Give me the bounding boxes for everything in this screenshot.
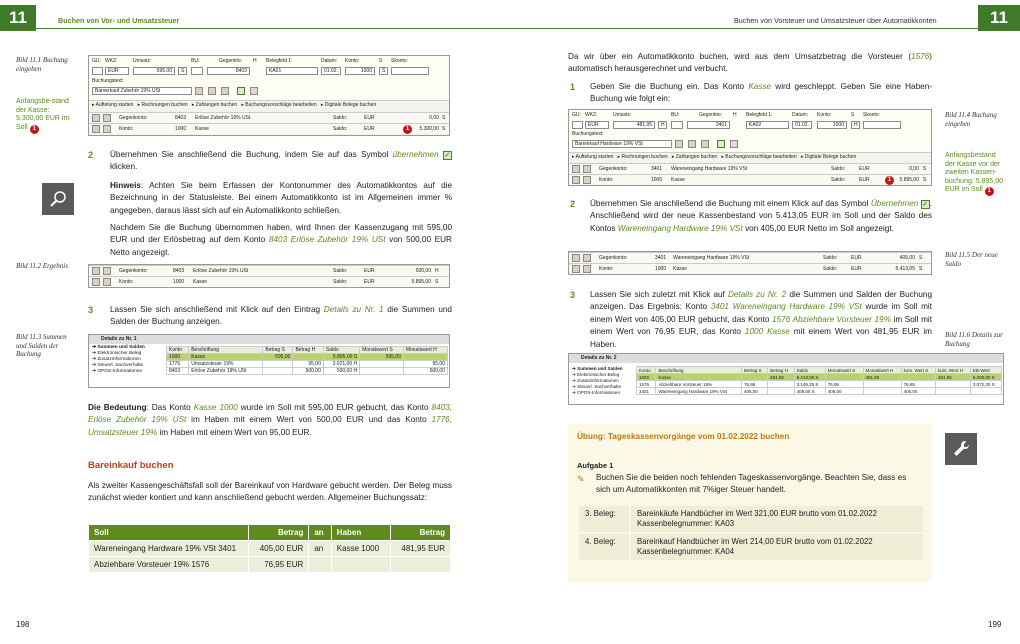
table-row[interactable]: 1000 Kasse 481,95 5.413,05 S 481,95 481,95 5.300,00 S bbox=[637, 374, 1002, 381]
section-heading: Bareinkauf buchen bbox=[88, 460, 174, 471]
buchungstext-field[interactable]: Bareinkauf Hardware 19% VSt bbox=[572, 140, 672, 148]
belegfeld-field[interactable]: KA01 bbox=[266, 67, 318, 75]
figure-caption: Bild 11.3 Summen und Salden der Buchung bbox=[16, 333, 67, 358]
page-number: 199 bbox=[988, 620, 1002, 629]
attach-icon[interactable] bbox=[688, 140, 696, 148]
details-table bbox=[636, 366, 1002, 395]
edit-icon[interactable] bbox=[572, 165, 580, 173]
running-header: Buchen von Vor- und Umsatzsteuer bbox=[58, 16, 180, 25]
label-buchungstext: Buchungstext: bbox=[92, 78, 124, 84]
account-row: Konto: 1000 Kasse Saldo: EUR 5.895,00 S bbox=[89, 276, 449, 287]
note-icon[interactable] bbox=[675, 140, 683, 148]
step-number: 2 bbox=[88, 150, 94, 160]
gu-field[interactable] bbox=[572, 121, 583, 129]
konto-field[interactable]: 1000 bbox=[817, 121, 847, 129]
gegenkonto-field[interactable]: 8403 bbox=[207, 67, 250, 75]
edit-icon[interactable] bbox=[92, 125, 100, 133]
label-konto: Konto: bbox=[345, 58, 360, 64]
edit-icon[interactable] bbox=[572, 254, 580, 262]
pencil-icon: ✎ bbox=[577, 474, 585, 484]
edit-icon[interactable] bbox=[92, 114, 100, 122]
task-label: Aufgabe 1 bbox=[577, 461, 614, 470]
belegfeld-field[interactable]: KA02 bbox=[746, 121, 789, 129]
body-paragraph: Als zweiter Kassengeschäftsfall soll der Bareinkauf von Hardware gebucht werden. Der Beleg muss zunächst wieder kontiert und kann anschließend gebucht werden. Allgemeiner Buchungssatz: bbox=[88, 481, 452, 503]
toolbar-suggestions[interactable]: ▸ Buchungsvorschläge bearbeiten bbox=[721, 154, 797, 160]
account-row: Gegenkonto: 3401 Wareneingang Hardware 19% VSt Saldo: EUR 405,00 S bbox=[569, 252, 931, 263]
step-text: Übernehmen Sie anschließend die Buchung mit einem Klick auf das Symbol Übernehmen ✓ . Anschließend wird der neue Kassenbestand von 5.413,05 EUR im Soll und der Saldo des Kontos Wareneingang Hardware 19% VSt von 405,00 EUR Netto im Soll angezeigt. bbox=[590, 199, 933, 233]
konto-sh-field[interactable]: H bbox=[851, 121, 860, 129]
page-number: 198 bbox=[16, 620, 30, 629]
exercise-title: Übung: Tageskassenvorgänge vom 01.02.2022 buchen bbox=[577, 432, 790, 441]
result-screenshot bbox=[88, 264, 450, 288]
toolbar-payments[interactable]: ▸ Zahlungen buchen bbox=[671, 154, 718, 160]
marker-badge: 1 bbox=[985, 187, 994, 196]
running-header: Buchen von Vorsteuer und Umsatzsteuer über Automatikkonten bbox=[734, 16, 937, 25]
table-header: Konto Beschriftung Betrag S Betrag H Saldo Monatswert S Monatswert H kum. Wert S kum. Wert H EB-Wert bbox=[637, 367, 1002, 374]
sheet-icon[interactable] bbox=[583, 176, 591, 184]
account-row: Konto: 1000 Kasse Saldo: EUR 5.413,05 S bbox=[569, 263, 931, 274]
details-nav bbox=[569, 366, 635, 396]
figure-caption: Bild 11.4 Buchung eingeben bbox=[945, 111, 997, 128]
chapter-number: 11 bbox=[978, 5, 1020, 31]
konto-sh-field[interactable]: S bbox=[379, 67, 388, 75]
soll-haben-field[interactable]: H bbox=[658, 121, 667, 129]
nav-item[interactable]: ➔ Summen und Salden bbox=[92, 345, 145, 350]
marker-badge: 1 bbox=[885, 176, 894, 185]
figure-caption: Bild 11.2 Ergebnis bbox=[16, 262, 68, 270]
nav-item[interactable]: ➔ Steuerl. Sachverhalte bbox=[92, 363, 144, 368]
toolbar-invoices[interactable]: ▸ Rechnungen buchen bbox=[617, 154, 668, 160]
toolbar-invoices[interactable]: ▸ Rechnungen buchen bbox=[137, 102, 188, 108]
table-row[interactable]: 1776 Umsatzsteuer 19% 95,00 3.021,00 H 95,00 bbox=[167, 361, 448, 368]
step-text: Lassen Sie sich anschließend mit Klick auf den Eintrag Details zu Nr. 1 die Summen und Salden der Buchung anzeigen. bbox=[110, 305, 452, 327]
table-row[interactable]: 8403 Erlöse Zubehör 19% USt 500,00 500,00 H 500,00 bbox=[167, 368, 448, 375]
wkz-field[interactable]: EUR bbox=[585, 121, 609, 129]
nav-item[interactable]: ➔ Elektronischer Beleg bbox=[92, 351, 142, 356]
header-rule bbox=[0, 28, 510, 29]
step-text: Geben Sie die Buchung ein. Das Konto Kasse wird geschleppt. Geben Sie eine Haben-Buchung wie folgt ein: bbox=[590, 82, 932, 104]
sheet-icon[interactable] bbox=[103, 278, 111, 286]
step-text: Lassen Sie sich zuletzt mit Klick auf Details zu Nr. 2 die Summen und Salden der Buchung anzeigen. Das Ergebnis: Konto 3401 Wareneingang Hardware 19% VSt wurde im Soll mit einem Wert von 405,00 EUR gebucht, das Konto 1576 Abziehbare Vorsteuer 19% im Soll mit einem Wert von 76,95 EUR, das Konto 1000 Kasse mit einem Wert von 481,95 EUR im Haben. bbox=[590, 290, 932, 349]
figure-caption: Bild 11.5 Der neue Saldo bbox=[945, 251, 998, 268]
label-s: S bbox=[851, 112, 855, 118]
label-umsatz: Umsatz: bbox=[613, 112, 632, 118]
marker-badge: 1 bbox=[30, 125, 39, 134]
hint-text: Hinweis: Achten Sie beim Erfassen der Kontonummer des Automatikkontos auf die Bezeichnung in der Statusleiste. Bei einem Automatikkonto ist im Allgemeinen immer % angegeben, daraus lässt sich auf ein Automatikkonto schließen. bbox=[110, 181, 452, 215]
booking-table bbox=[88, 524, 451, 573]
skonto-field[interactable] bbox=[863, 121, 901, 129]
skonto-field[interactable] bbox=[391, 67, 429, 75]
label-gu: GU: bbox=[92, 58, 101, 64]
details-nav bbox=[89, 345, 165, 375]
table-header: Konto Beschriftung Betrag S Betrag H Saldo Monatswert S Monatswert H bbox=[167, 347, 448, 354]
nav-item[interactable]: ➔ OPOS-Informationen bbox=[572, 390, 621, 395]
folder-icon[interactable] bbox=[701, 140, 709, 148]
folder-icon[interactable] bbox=[221, 87, 229, 95]
accept-check-icon[interactable] bbox=[717, 140, 725, 148]
accept-check-icon[interactable] bbox=[237, 87, 245, 95]
sheet-icon[interactable] bbox=[583, 265, 591, 273]
label-bu: BU: bbox=[671, 112, 680, 118]
label-skonto: Skonto: bbox=[863, 112, 880, 118]
details-title: Details zu Nr. 1 bbox=[89, 335, 449, 344]
label-belegfeld: Belegfeld 1: bbox=[746, 112, 773, 118]
accept-check-icon: ✓ bbox=[444, 152, 451, 159]
step-number: 3 bbox=[570, 290, 576, 300]
details-screenshot bbox=[568, 353, 1004, 405]
note-icon[interactable] bbox=[195, 87, 203, 95]
toolbar-digital[interactable]: ▸ Digitale Belege buchen bbox=[800, 154, 857, 160]
soll-haben-field[interactable]: S bbox=[178, 67, 187, 75]
entry-fields bbox=[89, 56, 449, 100]
table-row[interactable]: 3401 Wareneingang Hardware 19% VSt 405,00 405,00 S 405,00 405,00 bbox=[637, 388, 1002, 395]
details-screenshot bbox=[88, 334, 450, 388]
sheet-icon[interactable] bbox=[583, 254, 591, 262]
nav-item[interactable]: ➔ Steuerl. Sachverhalte bbox=[572, 384, 622, 389]
edit-icon[interactable] bbox=[92, 267, 100, 275]
label-gu: GU: bbox=[572, 112, 581, 118]
meaning-paragraph: Die Bedeutung: Das Konto Kasse 1000 wurde im Soll mit 595,00 EUR gebucht, das Konto 8403, Erlöse Zubehör 19% USt im Haben mit einem Wert von 500,00 EUR und das Konto 1776, Umsatzsteuer 19% im Haben mit einem Wert von 95,00 EUR. bbox=[88, 403, 453, 437]
datum-field[interactable]: 01.02. bbox=[792, 121, 812, 129]
margin-note: Anfangsbe-stand der Kasse: 5.300,00 EUR im Soll 1 bbox=[16, 98, 70, 132]
gu-field[interactable] bbox=[92, 67, 103, 75]
label-h: H bbox=[253, 58, 257, 64]
booking-entry-screenshot bbox=[568, 109, 932, 186]
magnifier-icon bbox=[42, 183, 74, 215]
label-wkz: WKZ: bbox=[105, 58, 118, 64]
buchungstext-field[interactable]: Barverkauf Zubehör 19% USt bbox=[92, 87, 192, 95]
figure-caption: Bild 11.6 Details zur Buchung bbox=[945, 331, 1003, 348]
wkz-field[interactable]: EUR bbox=[105, 67, 129, 75]
table-row: 4. Beleg: Bareinkauf Handbücher im Wert 214,00 EUR brutto vom 01.02.2022 Kassenbelegnummer: KA04 bbox=[578, 533, 924, 561]
datum-field[interactable]: 01.02. bbox=[321, 67, 341, 75]
table-header: Soll Betrag an Haben Betrag bbox=[89, 525, 451, 541]
table-row: Wareneingang Hardware 19% VSt 3401 405,00 EUR an Kasse 1000 481,95 EUR bbox=[89, 541, 451, 557]
konto-field[interactable]: 1000 bbox=[345, 67, 375, 75]
label-gegenkto: Gegenkto: bbox=[699, 112, 723, 118]
label-skonto: Skonto: bbox=[391, 58, 408, 64]
toolbar-split[interactable]: ▸ Auftelung starten bbox=[572, 154, 614, 160]
header-rule bbox=[510, 28, 1020, 29]
gegenkonto-field[interactable]: 3401 bbox=[687, 121, 730, 129]
step-number: 3 bbox=[88, 305, 94, 315]
chapter-number: 11 bbox=[0, 5, 36, 31]
label-s: S bbox=[379, 58, 383, 64]
step-text: Übernehmen Sie anschließend die Buchung, indem Sie auf das Symbol übernehmen ✓ klicken. bbox=[110, 150, 451, 172]
label-gegenkto: Gegenkto: bbox=[219, 58, 243, 64]
label-konto: Konto: bbox=[817, 112, 832, 118]
entry-fields bbox=[569, 110, 931, 152]
toolbar-payments[interactable]: ▸ Zahlungen buchen bbox=[191, 102, 238, 108]
wrench-icon bbox=[945, 433, 977, 465]
nav-item[interactable]: ➔ Zusatzinformationen bbox=[572, 378, 619, 383]
table-row: 3. Beleg: Bareinkäufe Handbücher im Wert 321,00 EUR brutto vom 01.02.2022 Kassenbelegnummer: KA03 bbox=[578, 505, 924, 533]
account-row: Gegenkonto: 8403 Erlöse Zubehör 19% USt Saldo: EUR 500,00 H bbox=[89, 265, 449, 276]
details-table bbox=[166, 346, 448, 375]
label-datum: Datum: bbox=[792, 112, 809, 118]
bu-field[interactable] bbox=[671, 121, 683, 129]
toolbar-suggestions[interactable]: ▸ Buchungsvorschläge bearbeiten bbox=[241, 102, 317, 108]
table-row: Abziehbare Vorsteuer 19% 1576 76,95 EUR bbox=[89, 557, 451, 573]
table-row[interactable]: 1000 Kasse 595,00 5.895,00 S 595,00 bbox=[167, 354, 448, 361]
intro-paragraph: Da wir über ein Automatikkonto buchen, wird aus dem Umsatzbetrag die Vorsteuer (1576) automatisch herausgerechnet und verbucht. bbox=[568, 52, 932, 74]
account-row: Gegenkonto: 8403 Erlöse Zubehör 19% USt Saldo: EUR 0,00 S bbox=[89, 112, 449, 123]
task-table bbox=[577, 504, 925, 562]
account-row: Konto: 1000 Kasse Saldo: EUR 1 5.300,00 S bbox=[89, 123, 449, 134]
label-umsatz: Umsatz: bbox=[133, 58, 152, 64]
sheet-icon[interactable] bbox=[103, 114, 111, 122]
cancel-icon[interactable] bbox=[250, 87, 258, 95]
toolbar-digital[interactable]: ▸ Digitale Belege buchen bbox=[320, 102, 377, 108]
edit-icon[interactable] bbox=[572, 265, 580, 273]
account-row: Konto: 1000 Kasse Saldo: EUR 1 5.895,00 S bbox=[569, 174, 931, 185]
umsatz-field[interactable]: 595,00 bbox=[133, 67, 175, 75]
table-row[interactable]: 1576 Abziehbare Vorsteuer 19% 76,95 3.149,25 S 76,95 76,95 3.072,30 S bbox=[637, 381, 1002, 388]
margin-note: Anfangsbestand der Kasse vor der zweiten Kassen-buchung: 5.895,00 EUR im Soll 1 bbox=[945, 152, 1003, 194]
action-toolbar bbox=[569, 152, 931, 162]
booking-entry-screenshot bbox=[88, 55, 450, 136]
edit-icon[interactable] bbox=[92, 278, 100, 286]
attach-icon[interactable] bbox=[208, 87, 216, 95]
label-bu: BU: bbox=[191, 58, 200, 64]
step-number: 2 bbox=[570, 199, 576, 209]
sheet-icon[interactable] bbox=[583, 165, 591, 173]
label-h: H bbox=[733, 112, 737, 118]
accept-check-icon: ✓ bbox=[922, 201, 929, 208]
nav-item[interactable]: ➔ Elektronischer Beleg bbox=[572, 372, 620, 377]
label-belegfeld: Belegfeld 1: bbox=[266, 58, 293, 64]
nav-item[interactable]: ➔ Zusatzinformationen bbox=[92, 357, 141, 362]
label-wkz: WKZ: bbox=[585, 112, 598, 118]
nav-item[interactable]: ➔ Summen und Salden bbox=[572, 366, 623, 371]
body-paragraph: Nachdem Sie die Buchung übernommen haben, wird Ihnen der Kassenzugang mit 595,00 EUR und der Erlösbetrag auf dem Konto 8403 Erlöse Zubehör 19% USt von 500,00 EUR Netto angezeigt. bbox=[110, 223, 452, 257]
edit-icon[interactable] bbox=[572, 176, 580, 184]
account-row: Gegenkonto: 3401 Wareneingang Hardware 19% VSt Saldo: EUR 0,00 S bbox=[569, 163, 931, 174]
action-toolbar bbox=[89, 100, 449, 110]
task-text: Buchen Sie die beiden noch fehlenden Tageskassenvorgänge. Beachten Sie, dass es sich um Automatikkonten mit 7%iger Steuer handelt. bbox=[596, 473, 907, 494]
exercise-box bbox=[568, 424, 932, 582]
label-buchungstext: Buchungstext: bbox=[572, 131, 604, 137]
sheet-icon[interactable] bbox=[103, 125, 111, 133]
marker-badge: 1 bbox=[403, 125, 412, 134]
cancel-icon[interactable] bbox=[730, 140, 738, 148]
step-number: 1 bbox=[570, 82, 576, 92]
label-datum: Datum: bbox=[321, 58, 338, 64]
toolbar-split[interactable]: ▸ Auftelung starten bbox=[92, 102, 134, 108]
nav-item[interactable]: ➔ OPOS-Informationen bbox=[92, 369, 143, 374]
bu-field[interactable] bbox=[191, 67, 203, 75]
result-screenshot bbox=[568, 251, 932, 275]
sheet-icon[interactable] bbox=[103, 267, 111, 275]
figure-caption: Bild 11.1 Buchung eingeben bbox=[16, 56, 68, 73]
umsatz-field[interactable]: 481,95 bbox=[613, 121, 655, 129]
details-title: Details zu Nr. 2 bbox=[569, 354, 1003, 363]
